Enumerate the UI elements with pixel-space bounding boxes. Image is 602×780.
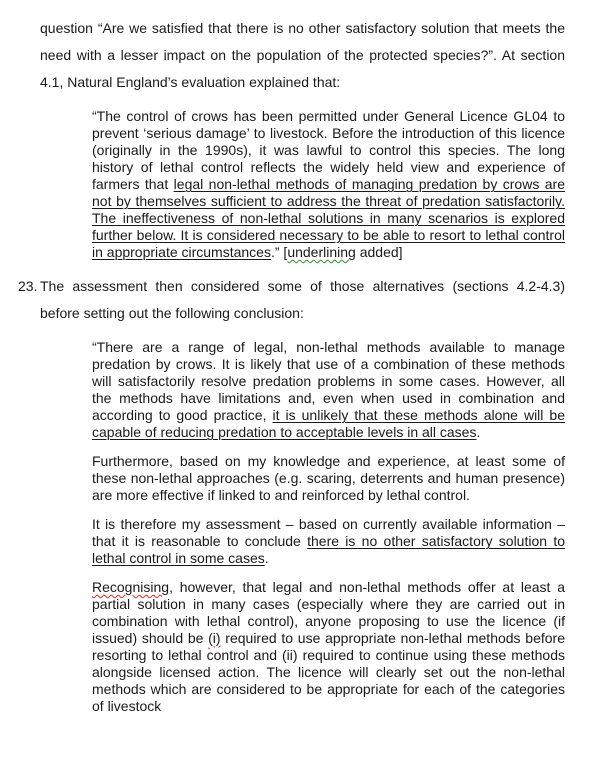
quote2-paragraph-1	[92, 339, 565, 441]
quote2-p1-pre: “There are a range of legal, non-lethal methods available to manage predation by crows. It is likely that use of a combination of these methods will satisfactorily resolve predation problems in some cases. However, all the methods have limitations and, even when used in combination and according to good practice,	[92, 339, 565, 423]
grammar-flagged-word: underlining	[287, 244, 356, 260]
paragraph-23-text: The assessment then considered some of those alternatives (sections 4.2-4.3) before setting out the following conclusion:	[40, 278, 565, 321]
quote1-pre-text: “The control of crows has been permitted under General Licence GL04 to prevent ‘serious damage’ to livestock. Before the introduction of this licence (originally in the 1990s), it was lawful to control this species. The long history of lethal control reflects the widely held view and experience of farmers that	[92, 108, 565, 192]
quote2-p1-underlined: it is unlikely that these methods alone will be capable of reducing predation to acceptable levels in all cases	[92, 407, 565, 440]
quote1-paragraph	[92, 108, 565, 261]
quote2-p4-mid2: required to use appropriate non-lethal methods before resorting to lethal control and (ii) required to continue using these methods alongside licensed action. The licence will clearly set out the non-lethal methods which are considered to be appropriate for each of the categories of livestock	[92, 630, 565, 714]
spelling-flagged-word: Recognising	[92, 579, 170, 595]
quote2-p1-tail: .	[476, 424, 481, 440]
quote2-p3-pre: It is therefore my assessment – based on currently available information – that it is reasonable to conclude	[92, 516, 565, 549]
quote2-paragraph-2	[92, 453, 565, 504]
paragraph-continuation-text: question “Are we satisfied that there is no other satisfactory solution that meets the need with a lesser impact on the population of the protected species?”. At section 4.1, Natural England’s evaluation explained that:	[40, 20, 565, 90]
paragraph-23	[18, 273, 565, 327]
quote2-p3-underlined: there is no other satisfactory solution to lethal control in some cases	[92, 533, 565, 566]
paragraph-23-number: 23.	[18, 278, 38, 294]
quote1-underlined-text: legal non-lethal methods of managing predation by crows are not by themselves sufficient to address the threat of predation satisfactorily. The ineffectiveness of non-lethal solutions in many scenarios is explored further below. It is considered necessary to be able to resort to lethal control in appropriate circumstances	[92, 176, 565, 260]
quote2-p2-text: Furthermore, based on my knowledge and experience, at least some of these non-lethal approaches (e.g. scaring, deterrents and human presence) are more effective if linked to and reinforced by lethal control.	[92, 453, 565, 503]
quote1-after-underline: .” [	[270, 244, 288, 260]
paragraph-continuation	[40, 15, 565, 96]
blockquote-conclusion	[92, 339, 565, 715]
spelling-flagged-token: (i)	[208, 630, 221, 646]
quote2-p3-tail: .	[264, 550, 269, 566]
quote2-paragraph-3	[92, 516, 565, 567]
quote1-tail: added]	[355, 244, 403, 260]
blockquote-natural-england-evaluation	[92, 108, 565, 261]
quote2-p4-mid1: , however, that legal and non-lethal methods offer at least a partial solution in many cases (especially where they are carried out in combination with lethal control), anyone proposing to use the licence (if issued) should be	[92, 579, 565, 646]
quote2-paragraph-4	[92, 579, 565, 715]
